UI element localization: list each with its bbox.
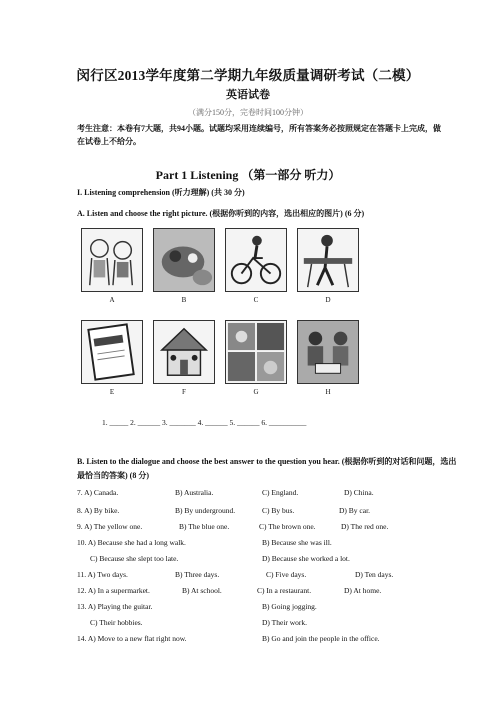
q9-d: D) The red one.	[341, 522, 389, 531]
cyclist-icon	[226, 229, 286, 291]
dog-photo-icon	[154, 229, 214, 291]
q7-a: 7. A) Canada.	[77, 488, 119, 497]
chess-players-icon	[298, 321, 358, 383]
q9-a: 9. A) The yellow one.	[77, 522, 143, 531]
children-cartoon-icon	[82, 229, 142, 291]
q13-c: C) Their hobbies.	[90, 618, 143, 627]
q13-b: B) Going jogging.	[262, 602, 317, 611]
q7-d: D) China.	[344, 488, 374, 497]
q11-b: B) Three days.	[175, 570, 220, 579]
picture-e-letter: E	[109, 388, 115, 396]
q10-a: 10. A) Because she had a long walk.	[77, 538, 186, 547]
picture-d-letter: D	[325, 296, 331, 304]
q11-d: D) Ten days.	[355, 570, 394, 579]
picture-c	[225, 228, 287, 292]
q8-a: 8. A) By bike.	[77, 506, 120, 515]
exam-title: 闵行区2013学年度第二学期九年级质量调研考试（二模）	[76, 68, 420, 83]
collage-icon	[226, 321, 286, 383]
picture-g	[225, 320, 287, 384]
q14-b: B) Go and join the people in the office.	[262, 634, 380, 643]
q14-a: 14. A) Move to a new flat right now.	[77, 634, 187, 643]
picture-e	[81, 320, 143, 384]
part-title: Part 1 Listening （第一部分 听力）	[155, 168, 341, 182]
q10-d: D) Because she worked a lot.	[262, 554, 350, 563]
dictionary-icon	[82, 321, 142, 383]
q12-c: C) In a restaurant.	[257, 586, 312, 595]
q13-d: D) Their work.	[262, 618, 308, 627]
picture-c-letter: C	[253, 296, 259, 304]
ironing-person-icon	[298, 229, 358, 291]
picture-b	[153, 228, 215, 292]
notice-text: 考生注意：本卷有7大题，共94小题。试题均采用连续编号，所有答案务必按照规定在答题卡上完成，做在试卷上不给分。	[77, 124, 441, 146]
section-b-heading: B. Listen to the dialogue and choose the best answer to the question you hear. (根据你听到的对话和问题，选出最恰当的答案) (8 分)	[77, 457, 457, 480]
q12-b: B) At school.	[182, 586, 222, 595]
q9-b: B) The blue one.	[179, 522, 230, 531]
picture-f-letter: F	[182, 388, 186, 396]
picture-h	[297, 320, 359, 384]
picture-f	[153, 320, 215, 384]
q11-c: C) Five days.	[266, 570, 307, 579]
q10-c: C) Because she slept too late.	[90, 554, 179, 563]
picture-g-letter: G	[253, 388, 259, 396]
house-icon	[154, 321, 214, 383]
q12-a: 12. A) In a supermarket.	[77, 586, 150, 595]
section-heading: I. Listening comprehension (听力理解) (共 30 分)	[77, 188, 245, 197]
q9-c: C) The brown one.	[259, 522, 316, 531]
picture-a-letter: A	[109, 296, 115, 304]
picture-a	[81, 228, 143, 292]
q7-c: C) England.	[262, 488, 299, 497]
exam-subtitle: 英语试卷	[226, 89, 270, 101]
q7-b: B) Australia.	[175, 488, 214, 497]
q12-d: D) At home.	[344, 586, 382, 595]
answer-blanks: 1. _____ 2. ______ 3. _______ 4. ______ 5. ______ 6. __________	[102, 418, 307, 427]
q13-a: 13. A) Playing the guitar.	[77, 602, 153, 611]
picture-grid	[73, 222, 373, 410]
picture-h-letter: H	[325, 388, 331, 396]
q8-b: B) By underground.	[175, 506, 236, 515]
q8-d: D) By car.	[339, 506, 371, 515]
q8-c: C) By bus.	[262, 506, 295, 515]
q10-b: B) Because she was ill.	[262, 538, 332, 547]
section-a-heading: A. Listen and choose the right picture. (根据你听到的内容，选出相应的图片) (6 分)	[77, 209, 365, 218]
score-line: （满分150分，完卷时间100分钟）	[188, 108, 308, 117]
picture-b-letter: B	[181, 296, 187, 304]
picture-d	[297, 228, 359, 292]
q11-a: 11. A) Two days.	[77, 570, 128, 579]
